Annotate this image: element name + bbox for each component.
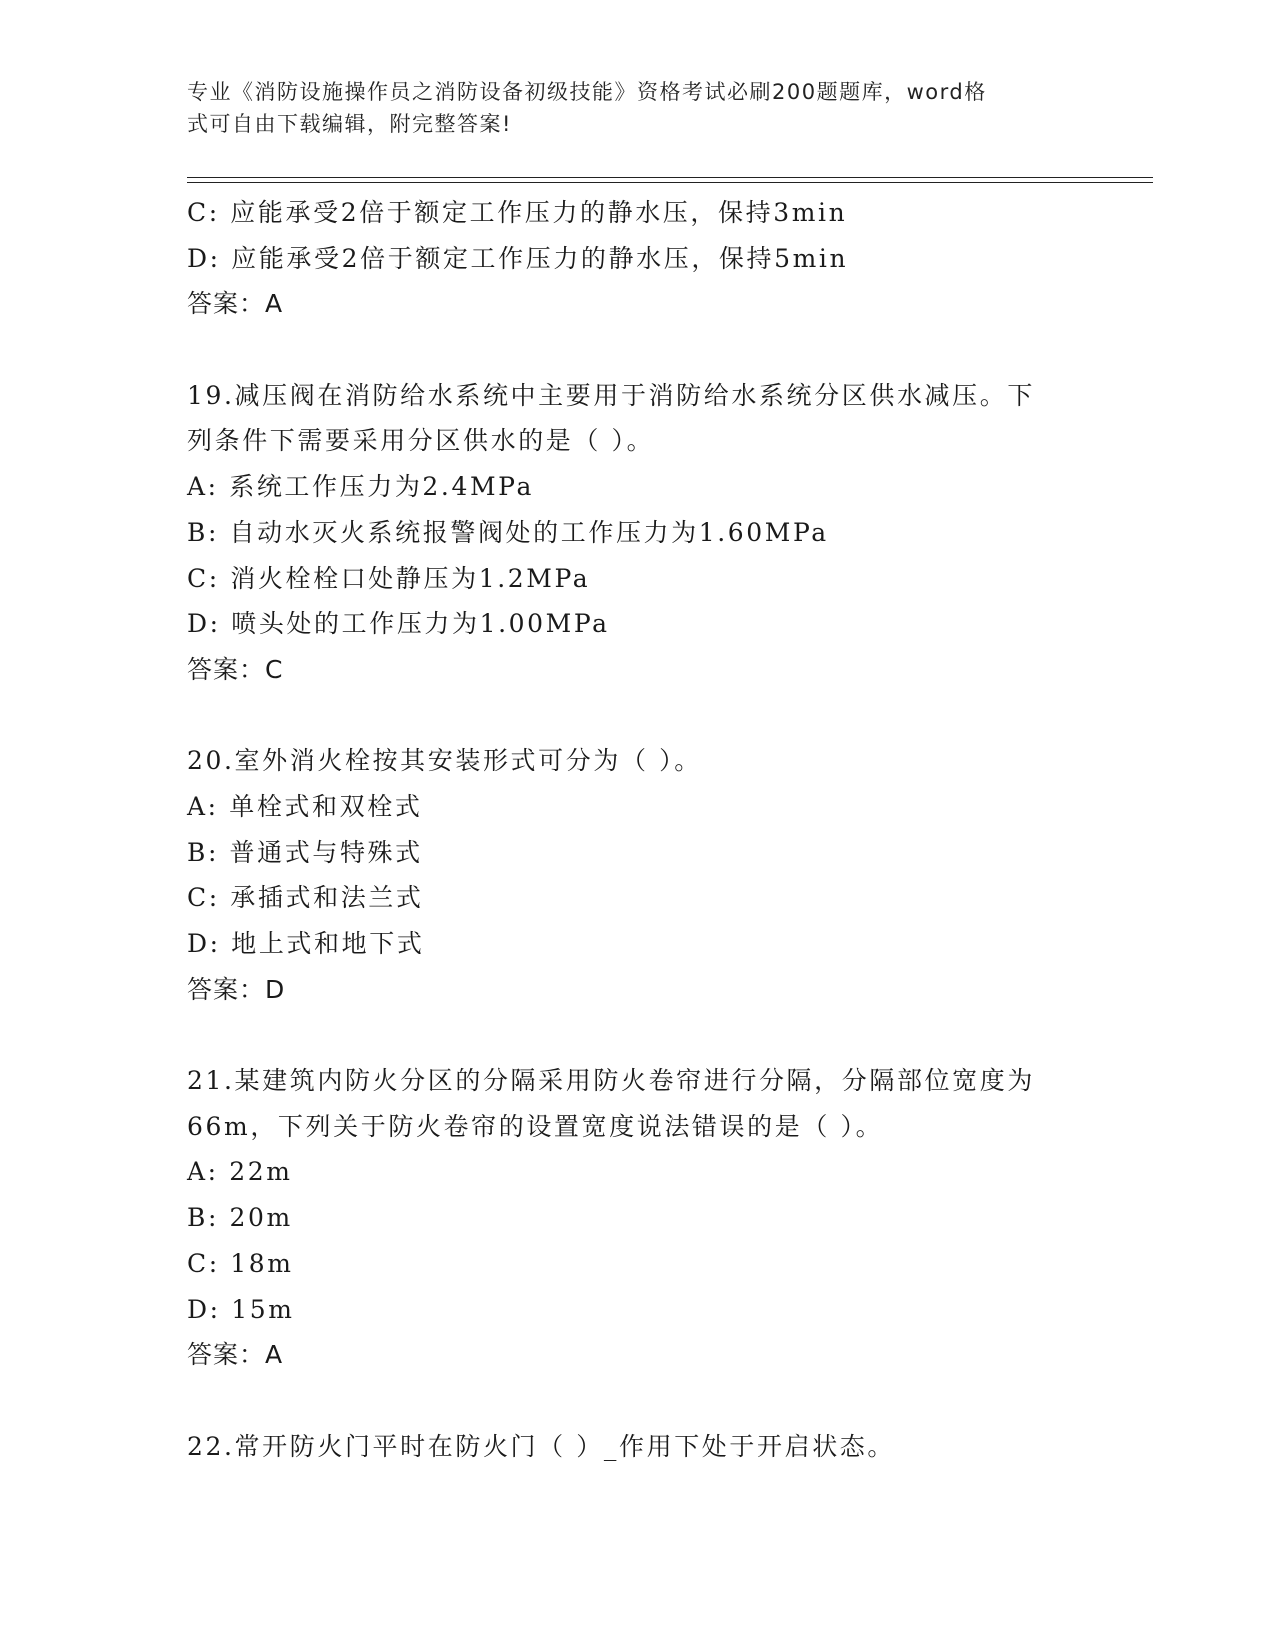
header-line-1: 专业《消防设施操作员之消防设备初级技能》资格考试必刷200题题库，word格 <box>187 80 987 104</box>
question-21 <box>187 1058 1087 1378</box>
spacer <box>187 327 1087 373</box>
question-stem-continued: 列条件下需要采用分区供水的是（ ）。 <box>187 426 655 456</box>
header-divider-top <box>187 177 1153 178</box>
option-d: D: 15m <box>187 1294 295 1324</box>
option-c: C: 18m <box>187 1248 294 1278</box>
option-d: D: 应能承受2倍于额定工作压力的静水压，保持5min <box>187 243 849 273</box>
option-c: C: 应能承受2倍于额定工作压力的静水压，保持3min <box>187 198 848 227</box>
spacer <box>187 693 1087 739</box>
header-divider-bottom <box>187 182 1153 183</box>
question-22 <box>187 1424 1087 1470</box>
answer-text: 答案：A <box>187 289 284 319</box>
header-line-2: 式可自由下载编辑，附完整答案! <box>187 112 512 136</box>
answer-text: 答案：C <box>187 654 284 684</box>
question-stem: 20.室外消火栓按其安装形式可分为（ ）。 <box>187 746 702 776</box>
option-c: C: 承插式和法兰式 <box>187 883 424 913</box>
question-stem: 22.常开防火门平时在防火门（ ）_作用下处于开启状态。 <box>187 1431 896 1461</box>
option-a: A: 22m <box>187 1157 293 1187</box>
spacer <box>187 1378 1087 1424</box>
question-19 <box>187 373 1087 693</box>
spacer <box>187 1012 1087 1058</box>
question-list <box>187 190 1087 1469</box>
option-b: B: 自动水灭火系统报警阀处的工作压力为1.60MPa <box>187 517 829 547</box>
option-b: B: 普通式与特殊式 <box>187 837 423 867</box>
answer-text: 答案：D <box>187 974 286 1004</box>
question-20 <box>187 738 1087 1012</box>
option-d: D: 喷头处的工作压力为1.00MPa <box>187 609 610 639</box>
option-a: A: 单栓式和双栓式 <box>187 791 423 821</box>
document-header <box>187 76 1067 140</box>
option-c: C: 消火栓栓口处静压为1.2MPa <box>187 563 591 593</box>
option-d: D: 地上式和地下式 <box>187 929 425 958</box>
question-stem: 19.减压阀在消防给水系统中主要用于消防给水系统分区供水减压。下 <box>187 380 1035 410</box>
question-18 <box>187 190 1087 327</box>
option-b: B: 20m <box>187 1203 293 1233</box>
answer-text: 答案：A <box>187 1340 284 1370</box>
question-stem-continued: 66m，下列关于防火卷帘的设置宽度说法错误的是（ ）。 <box>187 1111 884 1141</box>
option-a: A: 系统工作压力为2.4MPa <box>187 472 534 502</box>
question-stem: 21.某建筑内防火分区的分隔采用防火卷帘进行分隔，分隔部位宽度为 <box>187 1066 1035 1096</box>
